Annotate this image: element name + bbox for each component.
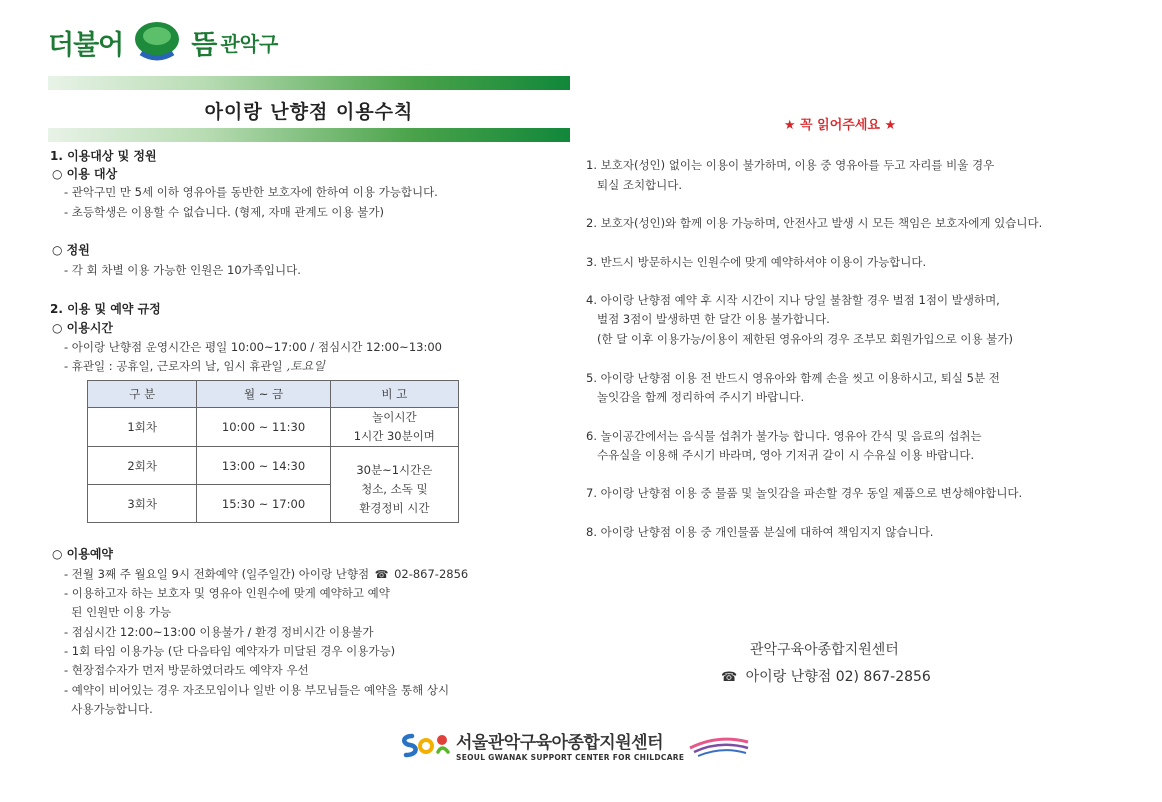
center-name: 관악구육아종합지원센터 <box>750 642 899 658</box>
center-logo-name: 서울관악구육아종합지원센터 <box>456 733 663 753</box>
reservation-line-1 <box>64 566 468 582</box>
note-cell-2 <box>330 447 458 523</box>
reservation-call-text: - 전월 3째 주 월요일 9시 전화예약 (일주일간) 아이랑 난향점 <box>64 567 370 581</box>
target-line-1: - 관악구민 만 5세 이하 영유아를 동반한 보호자에 한하여 이용 가능합니다. <box>64 185 438 199</box>
notice-6-line-1: 6. 놀이공간에서는 음식물 섭취가 불가능 합니다. 영유아 간식 및 음료의 섭취는 <box>586 429 982 443</box>
center-phone-line <box>721 666 931 686</box>
center-logo <box>398 728 750 762</box>
title-bar-top <box>48 76 570 90</box>
time-cell: 10:00 ~ 11:30 <box>197 408 330 447</box>
session-cell: 3회차 <box>88 485 197 523</box>
schedule-table <box>87 380 459 523</box>
section-1-heading: 1. 이용대상 및 정원 <box>50 149 157 163</box>
center-logo-icon <box>398 730 452 760</box>
district-logo <box>48 14 278 70</box>
notice-6-line-2: 수유실을 이용해 주시기 바라며, 영아 기저귀 갈이 시 수유실 이용 바랍니다. <box>586 448 975 462</box>
reservation-heading: ○ 이용예약 <box>52 547 114 561</box>
hours-line-2 <box>64 357 325 374</box>
section-2-heading: 2. 이용 및 예약 규정 <box>50 302 161 316</box>
reservation-line-2: - 이용하고자 하는 보호자 및 영유아 인원수에 맞게 예약하고 예약 <box>64 586 390 600</box>
reservation-line-7: - 예약이 비어있는 경우 자조모임이나 일반 이용 부모님들은 예약을 통해 상시 <box>64 683 450 697</box>
reservation-line-4: - 점심시간 12:00~13:00 이용불가 / 환경 정비시간 이용불가 <box>64 625 374 639</box>
note-2-line-1: 30분~1시간은 <box>356 463 433 477</box>
table-header-row <box>88 381 459 408</box>
logo-text-2: 뜸 <box>191 29 217 61</box>
logo-text-3: 관악구 <box>220 31 279 56</box>
session-cell: 2회차 <box>88 447 197 485</box>
notice-7-line-1: 7. 아이랑 난향점 이용 중 물품 및 놀잇감을 파손할 경우 동일 제품으로 변상해야합니다. <box>586 486 1023 500</box>
table-row <box>88 408 459 447</box>
center-logo-english: SEOUL GWANAK SUPPORT CENTER FOR CHILDCARE <box>456 753 685 762</box>
notice-4-line-2: 벌점 3점이 발생하면 한 달간 이용 불가합니다. <box>586 312 830 326</box>
handwritten-note: ,토요일 <box>286 359 325 373</box>
notice-5-line-1: 5. 아이랑 난향점 이용 전 반드시 영유아와 함께 손을 씻고 이용하시고, 퇴실 5분 전 <box>586 371 1000 385</box>
table-header-note: 비 고 <box>330 381 458 408</box>
closed-days-text: - 휴관일 : 공휴일, 근로자의 날, 임시 휴관일 <box>64 359 283 373</box>
capacity-line-1: - 각 회 차별 이용 가능한 인원은 10가족입니다. <box>64 263 301 277</box>
phone-icon: ☎ <box>374 568 389 581</box>
reservation-phone: 02-867-2856 <box>394 567 469 581</box>
table-header-session: 구 분 <box>88 381 197 408</box>
notice-2-line-1: 2. 보호자(성인)와 함께 이용 가능하며, 안전사고 발생 시 모든 책임은 보호자에게 있습니다. <box>586 216 1043 230</box>
page-title: 아이랑 난향점 이용수칙 <box>204 101 414 123</box>
reservation-line-8: 사용가능합니다. <box>64 702 153 716</box>
notice-3-line-1: 3. 반드시 방문하시는 인원수에 맞게 예약하셔야 이용이 가능합니다. <box>586 255 927 269</box>
capacity-heading: ○ 정원 <box>52 243 90 257</box>
hours-heading: ○ 이용시간 <box>52 321 114 335</box>
time-cell: 13:00 ~ 14:30 <box>197 447 330 485</box>
notice-1-line-1: 1. 보호자(성인) 없이는 이용이 불가하며, 이용 중 영유아를 두고 자리를 비울 경우 <box>586 158 995 172</box>
reservation-line-6: - 현장접수자가 먼저 방문하였더라도 예약자 우선 <box>64 663 309 677</box>
target-line-2: - 초등학생은 이용할 수 없습니다. (형제, 자매 관계도 이용 불가) <box>64 205 384 219</box>
swoosh-icon <box>688 730 750 760</box>
target-heading: ○ 이용 대상 <box>52 167 118 181</box>
table-row <box>88 447 459 485</box>
note-cell-1 <box>330 408 458 447</box>
note-1-line-2: 1시간 30분이며 <box>353 429 435 443</box>
logo-mascot-icon <box>127 19 187 65</box>
notice-1-line-2: 퇴실 조치합니다. <box>586 178 683 192</box>
phone-icon: ☎ <box>721 670 738 685</box>
notice-8-line-1: 8. 아이랑 난향점 이용 중 개인물품 분실에 대하여 책임지지 않습니다. <box>586 525 934 539</box>
title-bar-bottom <box>48 128 570 142</box>
reservation-line-5: - 1회 타임 이용가능 (단 다음타임 예약자가 미달된 경우 이용가능) <box>64 644 396 658</box>
session-cell: 1회차 <box>88 408 197 447</box>
table-header-time: 월 ~ 금 <box>197 381 330 408</box>
logo-text-1: 더불어 <box>48 29 124 61</box>
note-2-line-3: 환경정비 시간 <box>359 501 430 515</box>
note-2-line-2: 청소, 소독 및 <box>361 482 428 496</box>
notice-heading: ★ 꼭 읽어주세요 ★ <box>783 118 897 133</box>
center-phone: 아이랑 난향점 02) 867-2856 <box>745 669 931 685</box>
note-1-line-1: 놀이시간 <box>372 410 417 424</box>
notice-5-line-2: 놀잇감을 함께 정리하여 주시기 바랍니다. <box>586 390 805 404</box>
hours-line-1: - 아이랑 난향점 운영시간은 평일 10:00~17:00 / 점심시간 12:00~13:00 <box>64 340 442 354</box>
reservation-line-3: 된 인원만 이용 가능 <box>64 605 172 619</box>
notice-4-line-3: (한 달 이후 이용가능/이용이 제한된 영유아의 경우 조부모 회원가입으로 이용 불가) <box>586 332 1013 346</box>
notice-4-line-1: 4. 아이랑 난향점 예약 후 시작 시간이 지나 당일 불참할 경우 벌점 1점이 발생하며, <box>586 293 1000 307</box>
time-cell: 15:30 ~ 17:00 <box>197 485 330 523</box>
